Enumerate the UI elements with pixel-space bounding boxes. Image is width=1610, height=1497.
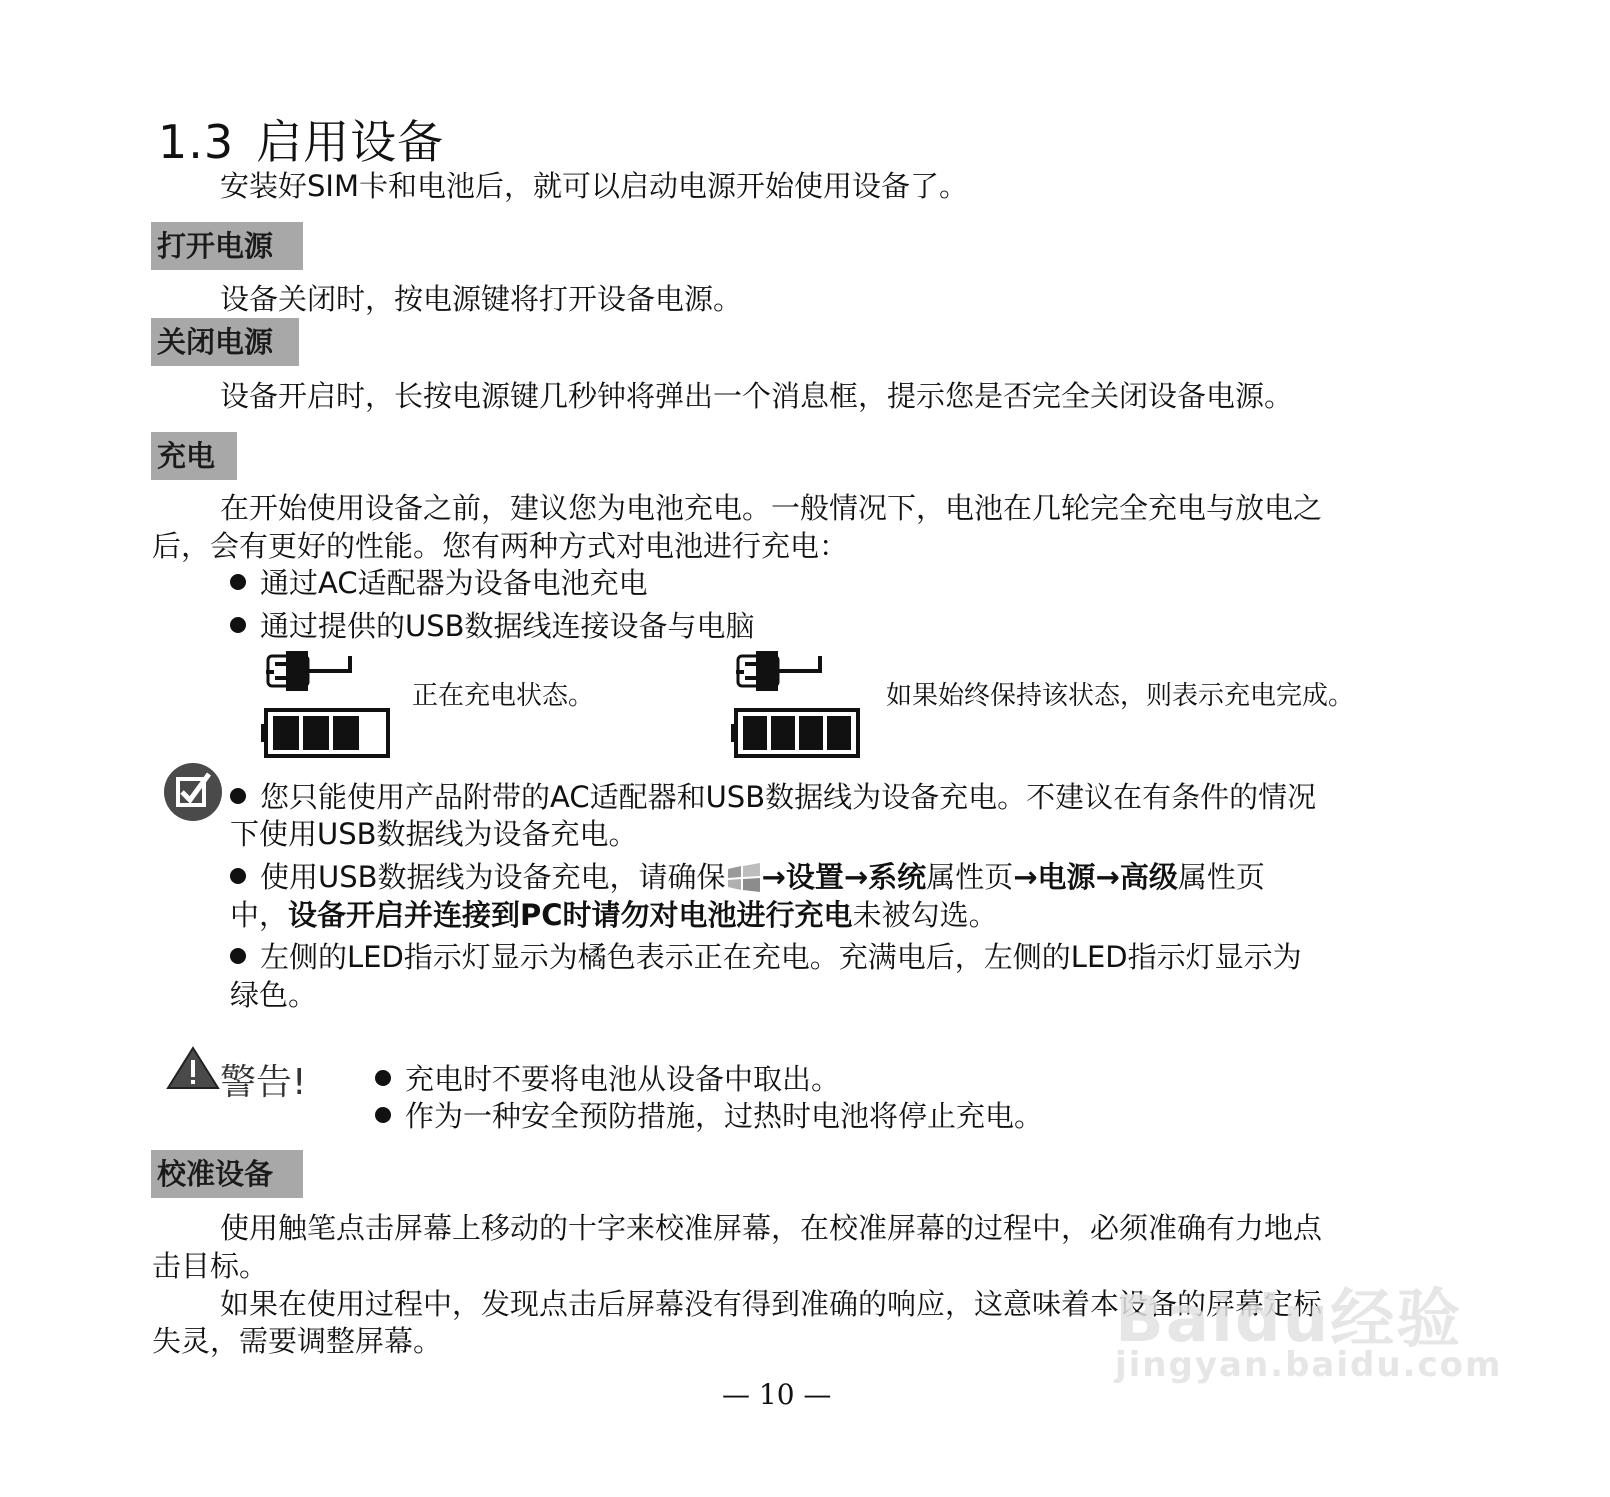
list-item: 通过AC适配器为设备电池充电 (230, 564, 648, 602)
calibrate-para2-line2: 失灵，需要调整屏幕。 (152, 1324, 443, 1358)
power-on-text: 设备关闭时，按电源键将打开设备电源。 (220, 282, 743, 316)
warning-icon (166, 1046, 220, 1090)
page-number: — 10 — (722, 1378, 832, 1411)
bullet (230, 868, 246, 884)
list-item: 通过提供的USB数据线连接设备与电脑 (230, 607, 755, 645)
note-line: 绿色。 (230, 978, 318, 1012)
note-check-icon (163, 762, 223, 822)
note-line: 下使用USB数据线为设备充电。 (230, 817, 638, 851)
bullet (230, 788, 246, 804)
note-line: 左侧的LED指示灯显示为橘色表示正在充电。充满电后，左侧的LED指示灯显示为 (230, 938, 1302, 976)
section-tag-power-off: 关闭电源 (151, 318, 299, 366)
status-charging-text: 正在充电状态。 (412, 681, 595, 711)
power-off-text: 设备开启时，长按电源键几秒钟将弹出一个消息框，提示您是否完全关闭设备电源。 (220, 379, 1294, 413)
charging-para-line1: 在开始使用设备之前，建议您为电池充电。一般情况下，电池在几轮完全充电与放电之 (220, 491, 1323, 525)
charging-para-line2: 后，会有更好的性能。您有两种方式对电池进行充电： (152, 529, 849, 563)
section-number: 1.3 (158, 115, 235, 169)
bullet (230, 617, 246, 633)
battery-full-icon (728, 648, 863, 760)
section-title: 启用设备 (256, 115, 445, 169)
warning-label: 警告! (220, 1062, 307, 1103)
note-line: 使用USB数据线为设备充电，请确保 →设置→系统属性页→电源→高级属性页 (230, 858, 1265, 896)
page-title (158, 106, 444, 172)
note-line: 中，设备开启并连接到PC时请勿对电池进行充电未被勾选。 (230, 898, 998, 932)
section-tag-calibrate: 校准设备 (151, 1150, 303, 1198)
bullet (375, 1070, 391, 1086)
watermark-url: jingyan.baidu.com (1115, 1345, 1503, 1385)
section-tag-charging: 充电 (151, 432, 237, 480)
calibrate-para1-line2: 击目标。 (152, 1249, 269, 1283)
warning-item: 充电时不要将电池从设备中取出。 (375, 1060, 840, 1098)
note-line: 您只能使用产品附带的AC适配器和USB数据线为设备充电。不建议在有条件的情况 (230, 778, 1316, 816)
watermark-brand: Baidu经验 (1115, 1283, 1463, 1357)
bullet (375, 1107, 391, 1123)
windows-start-icon (726, 863, 762, 893)
warning-item: 作为一种安全预防措施，过热时电池将停止充电。 (375, 1097, 1043, 1135)
calibrate-para1-line1: 使用触笔点击屏幕上移动的十字来校准屏幕，在校准屏幕的过程中，必须准确有力地点 (220, 1211, 1323, 1245)
section-tag-power-on: 打开电源 (151, 222, 303, 270)
bullet (230, 574, 246, 590)
battery-charging-icon (258, 648, 393, 760)
bullet (230, 948, 246, 964)
status-complete-text: 如果始终保持该状态，则表示充电完成。 (886, 681, 1355, 711)
intro-text: 安装好SIM卡和电池后，就可以启动电源开始使用设备了。 (220, 169, 968, 203)
calibrate-para2-line1: 如果在使用过程中，发现点击后屏幕没有得到准确的响应，这意味着本设备的屏幕定标 (220, 1287, 1323, 1321)
